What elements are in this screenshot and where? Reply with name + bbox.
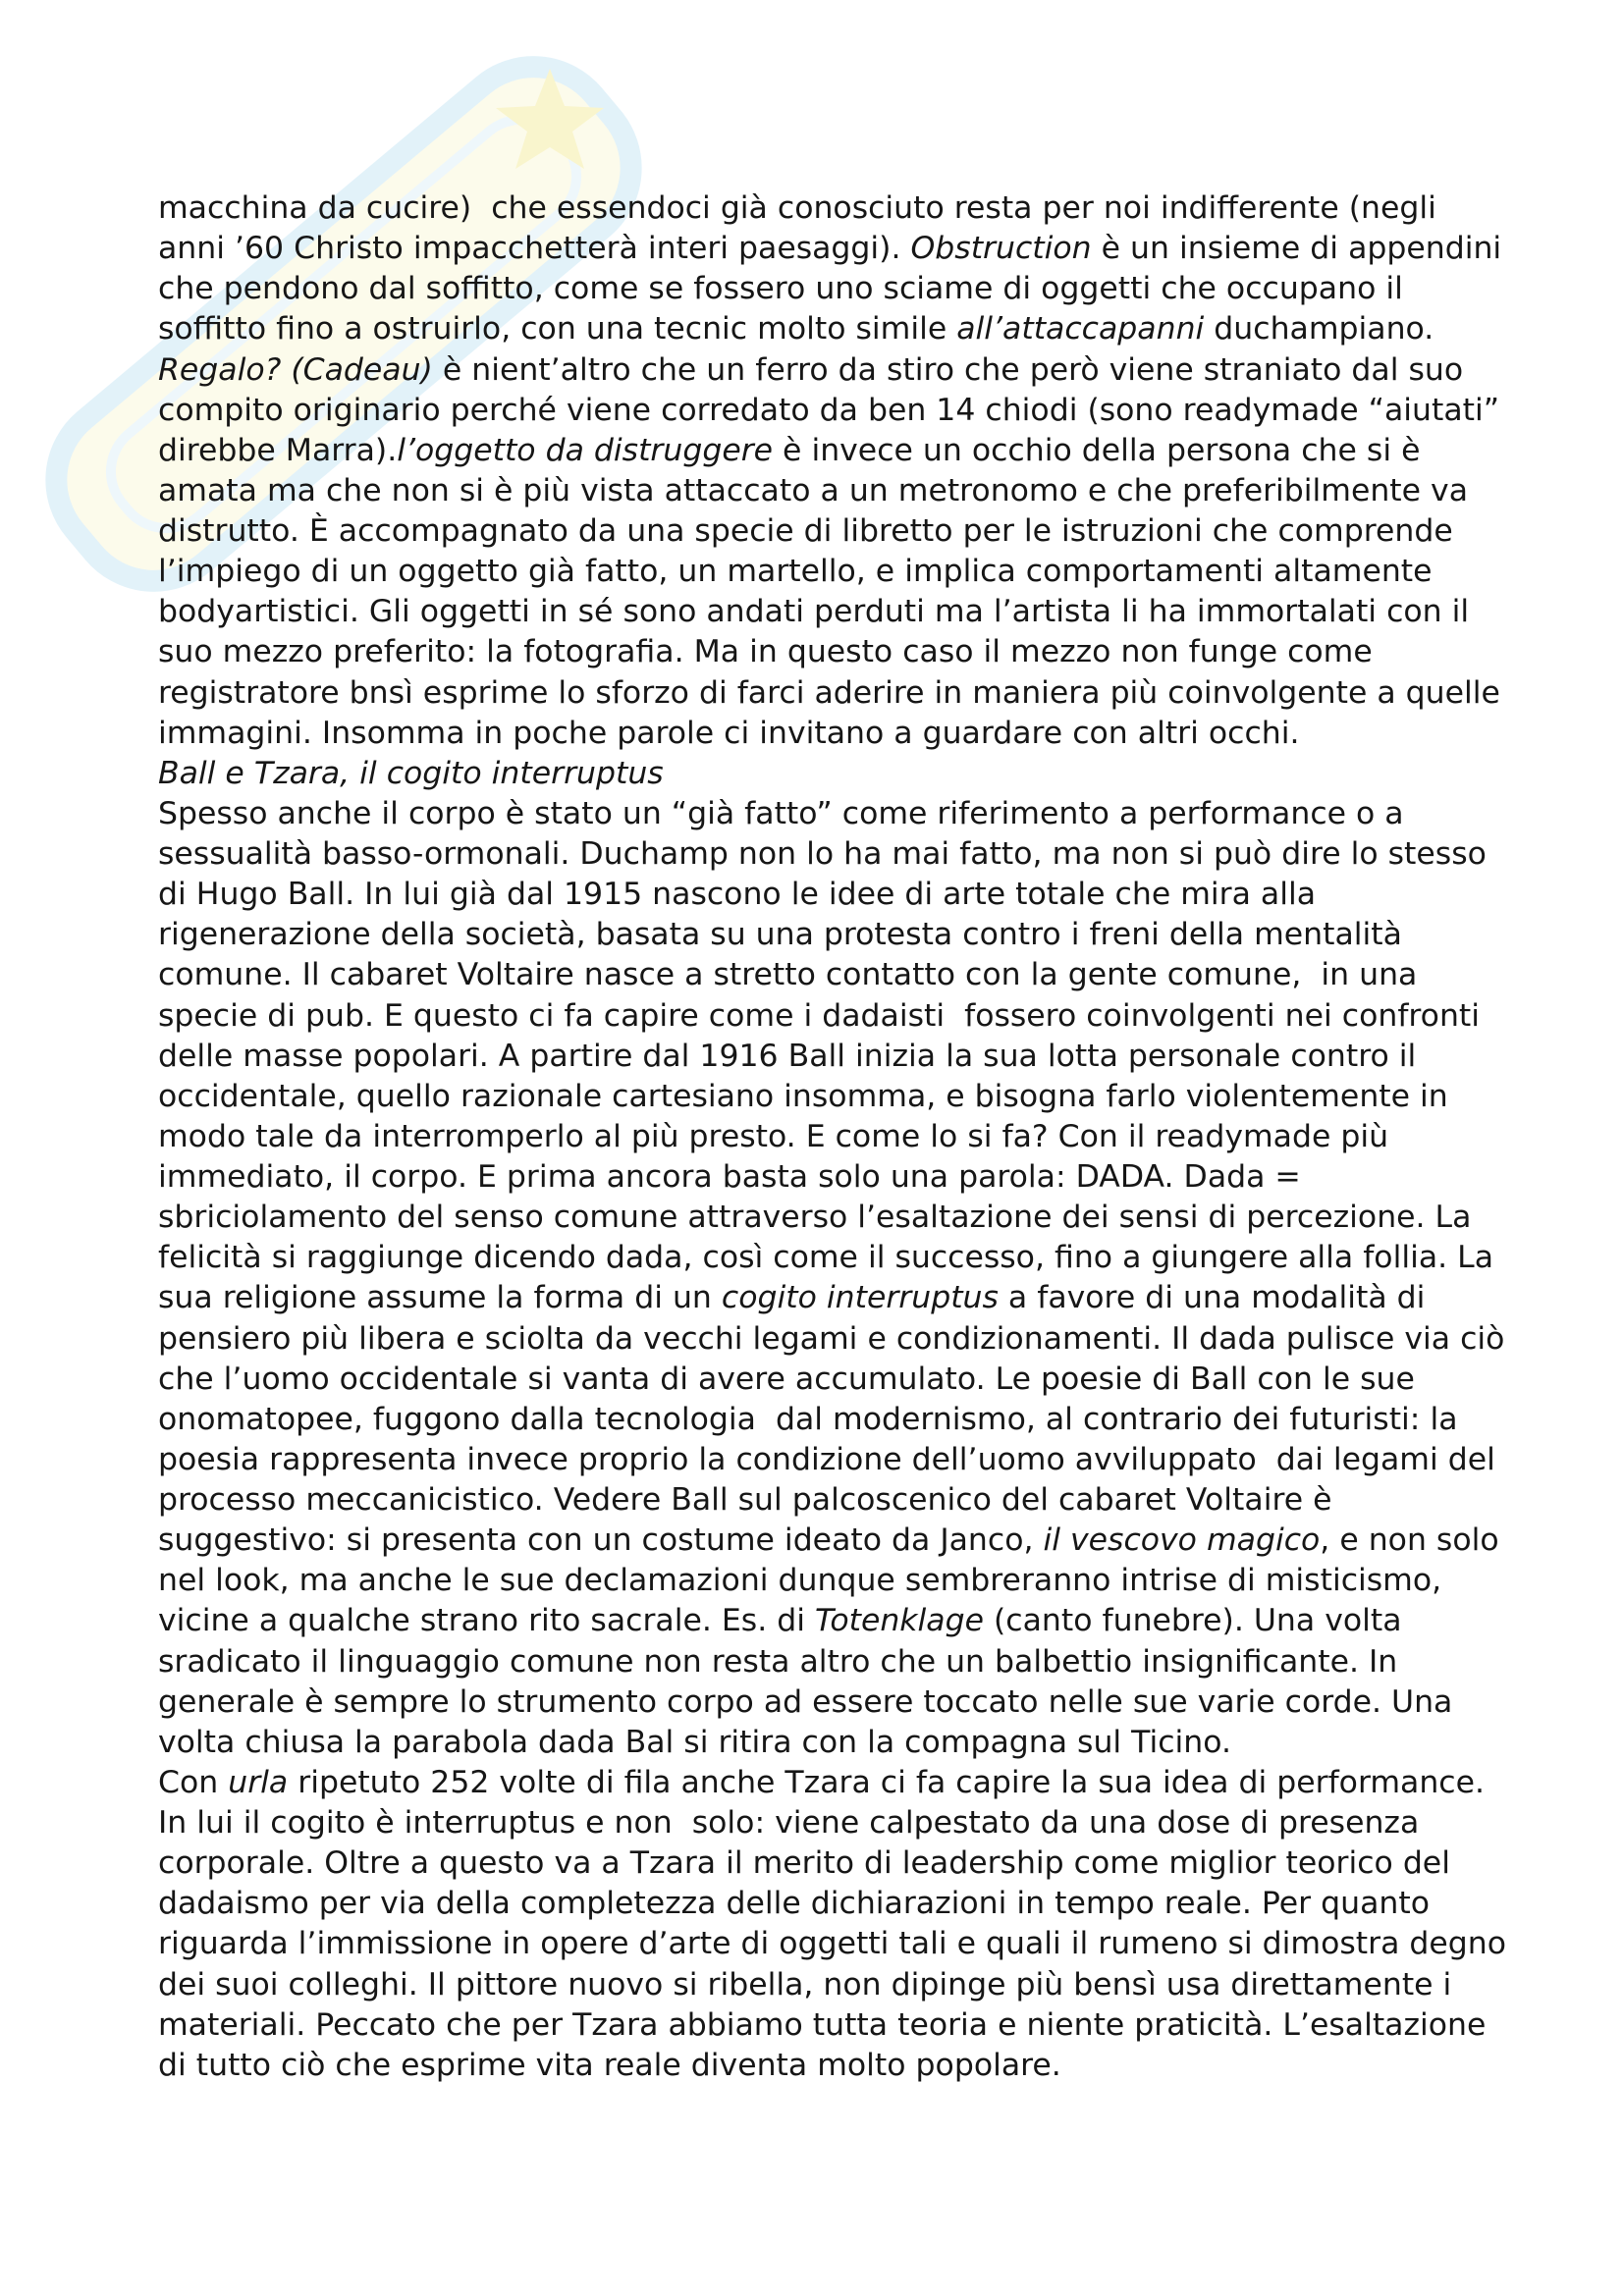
text-line: [158, 1561, 1533, 1601]
italic-text-run: urla: [228, 1764, 289, 1800]
text-line: [158, 1723, 1533, 1763]
text-line: [158, 1843, 1533, 1884]
text-run: rigenerazione della società, basata su una protesta contro i freni della mentalità: [158, 917, 1402, 953]
text-line: [158, 794, 1533, 834]
text-line: [158, 1319, 1533, 1360]
text-run: felicità si raggiunge dicendo dada, così come il successo, fino a giungere alla follia. La: [158, 1240, 1494, 1276]
text-run: dadaismo per via della completezza delle dichiarazioni in tempo reale. Per quanto: [158, 1886, 1430, 1922]
text-run: riguarda l’immissione in opere d’arte di oggetti tali e quali il rumeno si dimostra degno: [158, 1926, 1507, 1962]
paragraph: [158, 1763, 1533, 2086]
text-line: [158, 875, 1533, 915]
text-run: corporale. Oltre a questo va a Tzara il merito di leadership come miglior teorico del: [158, 1845, 1450, 1882]
italic-text-run: Obstruction: [910, 231, 1092, 267]
text-run: registratore bnsì esprime lo sforzo di farci aderire in maniera più coinvolgente a quelle: [158, 674, 1500, 711]
text-run: vicine a qualche strano rito sacrale. Es. di: [158, 1603, 815, 1639]
text-run: immediato, il corpo. E prima ancora basta solo una parola: DADA. Dada =: [158, 1159, 1301, 1195]
text-line: [158, 1480, 1533, 1521]
text-line: [158, 2005, 1533, 2046]
text-line: [158, 188, 1533, 229]
text-run: volta chiusa la parabola dada Bal si ritira con la compagna sul Ticino.: [158, 1724, 1231, 1760]
text-run: occidentale, quello razionale cartesiano insomma, e bisogna farlo violentemente in: [158, 1078, 1448, 1114]
text-run: sbriciolamento del senso comune attraverso l’esaltazione dei sensi di percezione. La: [158, 1200, 1472, 1236]
text-run: delle masse popolari. A partire dal 1916 Ball inizia la sua lotta personale contro il: [158, 1038, 1417, 1074]
text-line: [158, 1642, 1533, 1682]
text-run: onomatopee, fuggono dalla tecnologia dal modernismo, al contrario dei futuristi: la: [158, 1401, 1458, 1437]
text-run: a favore di una modalità di: [998, 1280, 1426, 1316]
text-run: che pendono dal soffitto, come se fossero uno sciame di oggetti che occupano il: [158, 271, 1403, 307]
text-run: distrutto. È accompagnato da una specie di libretto per le istruzioni che comprende: [158, 513, 1453, 549]
text-run: dei suoi colleghi. Il pittore nuovo si ribella, non dipinge più bensì usa direttamente i: [158, 1966, 1452, 2002]
text-run: suggestivo: si presenta con un costume ideato da Janco,: [158, 1522, 1044, 1559]
text-run: suo mezzo preferito: la fotografia. Ma in questo caso il mezzo non funge come: [158, 634, 1373, 670]
text-line: [158, 269, 1533, 309]
text-line: [158, 1924, 1533, 1964]
text-run: sua religione assume la forma di un: [158, 1280, 722, 1316]
text-line: [158, 1965, 1533, 2005]
text-line: [158, 471, 1533, 511]
text-line: [158, 996, 1533, 1037]
text-run: poesia rappresenta invece proprio la condizione dell’uomo avviluppato dai legami del: [158, 1441, 1495, 1477]
text-line: [158, 1077, 1533, 1117]
italic-text-run: l’oggetto da distruggere: [397, 432, 774, 468]
text-line: [158, 1763, 1533, 1803]
text-run: sradicato il linguaggio comune non resta altro che un balbettio insignificante. In: [158, 1643, 1398, 1680]
text-run: di tutto ciò che esprime vita reale diventa molto popolare.: [158, 2047, 1061, 2083]
text-line: [158, 714, 1533, 754]
text-run: In lui il cogito è interruptus e non solo: viene calpestato da una dose di presenza: [158, 1805, 1420, 1841]
text-line: [158, 1278, 1533, 1318]
text-line: [158, 2046, 1533, 2086]
paragraph: [158, 188, 1533, 754]
italic-text-run: Regalo? (Cadeau): [158, 351, 433, 388]
text-line: [158, 632, 1533, 672]
text-run: comune. Il cabaret Voltaire nasce a stretto contatto con la gente comune, in una: [158, 957, 1418, 993]
text-run: nel look, ma anche le sue declamazioni dunque sembreranno intrise di misticismo,: [158, 1563, 1442, 1599]
document-body: [158, 188, 1533, 2086]
text-line: [158, 955, 1533, 995]
text-run: l’impiego di un oggetto già fatto, un martello, e implica comportamenti altamente: [158, 554, 1433, 590]
text-line: [158, 1037, 1533, 1077]
text-run: materiali. Peccato che per Tzara abbiamo tutta teoria e niente praticità. L’esaltazione: [158, 2006, 1487, 2043]
text-line: [158, 1400, 1533, 1440]
text-run: compito originario perché viene corredato da ben 14 chiodi (sono readymade “aiutati”: [158, 392, 1500, 428]
text-line: [158, 431, 1533, 471]
text-line: [158, 229, 1533, 269]
text-run: immagini. Insomma in poche parole ci invitano a guardare con altri occhi.: [158, 715, 1300, 751]
text-run: Con: [158, 1764, 229, 1800]
text-line: [158, 1157, 1533, 1198]
text-run: bodyartistici. Gli oggetti in sé sono andati perduti ma l’artista li ha immortalati con il: [158, 594, 1470, 630]
text-line: [158, 511, 1533, 552]
text-line: [158, 1238, 1533, 1278]
text-line: [158, 834, 1533, 875]
italic-text-run: all’attaccapanni: [956, 311, 1205, 347]
text-run: ripetuto 252 volte di fila anche Tzara ci fa capire la sua idea di performance.: [288, 1764, 1485, 1800]
text-run: anni ’60 Christo impacchetterà interi paesaggi).: [158, 231, 911, 267]
text-line: [158, 1803, 1533, 1843]
text-run: è nient’altro che un ferro da stiro che però viene straniato dal suo: [432, 351, 1464, 388]
text-run: pensiero più libera e sciolta da vecchi legami e condizionamenti. Il dada pulisce via ciò: [158, 1320, 1505, 1357]
text-line: [158, 1682, 1533, 1723]
text-run: è invece un occhio della persona che si è: [773, 432, 1421, 468]
paragraph: [158, 794, 1533, 1763]
text-run: soffitto fino a ostruirlo, con una tecnic molto simile: [158, 311, 957, 347]
text-line: [158, 309, 1533, 349]
text-line: [158, 552, 1533, 592]
text-line: [158, 673, 1533, 714]
text-run: generale è sempre lo strumento corpo ad essere toccato nelle sue varie corde. Una: [158, 1683, 1453, 1720]
text-run: direbbe Marra).: [158, 432, 398, 468]
text-line: [158, 1360, 1533, 1400]
text-line: [158, 350, 1533, 391]
text-run: macchina da cucire) che essendoci già conosciuto resta per noi indifferente (negli: [158, 190, 1436, 226]
text-run: è un insieme di appendini: [1091, 231, 1502, 267]
text-line: [158, 915, 1533, 955]
text-run: specie di pub. E questo ci fa capire come i dadaisti fossero coinvolgenti nei confronti: [158, 997, 1481, 1034]
italic-text-run: Totenklage: [814, 1603, 984, 1639]
section-heading: Ball e Tzara, il cogito interruptus: [158, 755, 664, 791]
text-line: [158, 1117, 1533, 1157]
text-run: (canto funebre). Una volta: [983, 1603, 1402, 1639]
text-run: duchampiano.: [1204, 311, 1434, 347]
text-line: [158, 1198, 1533, 1238]
text-run: Spesso anche il corpo è stato un “già fatto” come riferimento a performance o a: [158, 795, 1404, 831]
text-line: [158, 391, 1533, 431]
text-run: modo tale da interromperlo al più presto. E come lo si fa? Con il readymade più: [158, 1118, 1389, 1154]
text-line: [158, 1440, 1533, 1480]
text-line: [158, 592, 1533, 632]
text-run: , e non solo: [1320, 1522, 1499, 1559]
text-line: [158, 1601, 1533, 1641]
italic-text-run: il vescovo magico: [1043, 1522, 1321, 1559]
text-run: che l’uomo occidentale si vanta di avere accumulato. Le poesie di Ball con le sue: [158, 1361, 1415, 1397]
text-line: [158, 1521, 1533, 1561]
text-run: sessualità basso-ormonali. Duchamp non lo ha mai fatto, ma non si può dire lo stesso: [158, 836, 1487, 872]
text-run: processo meccanicistico. Vedere Ball sul palcoscenico del cabaret Voltaire è: [158, 1482, 1332, 1518]
text-run: di Hugo Ball. In lui già dal 1915 nascono le idee di arte totale che mira alla: [158, 877, 1317, 913]
text-run: amata ma che non si è più vista attaccato a un metronomo e che preferibilmente va: [158, 472, 1468, 508]
text-line: [158, 1884, 1533, 1924]
italic-text-run: cogito interruptus: [721, 1280, 999, 1316]
